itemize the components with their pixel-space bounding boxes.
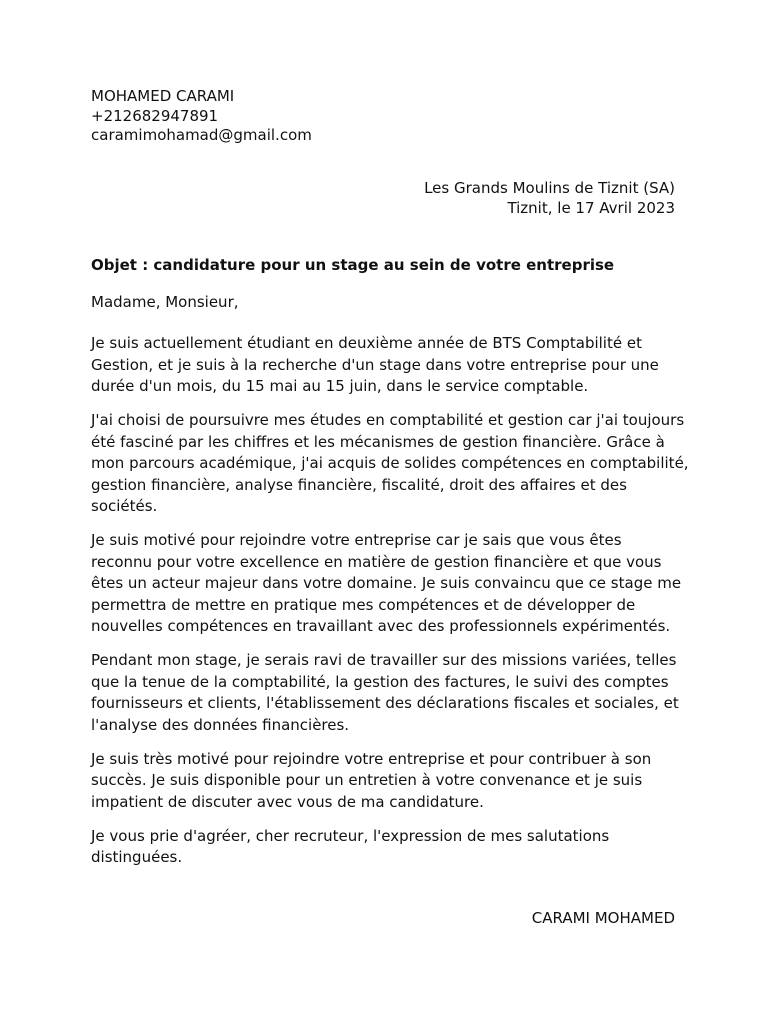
recipient-company: Les Grands Moulins de Tiznit (SA) xyxy=(424,179,675,197)
signature: CARAMI MOHAMED xyxy=(531,909,675,927)
paragraph-line: Je suis motivé pour rejoindre votre entreprise car je sais que vous êtes xyxy=(91,531,622,549)
paragraph-line: sociétés. xyxy=(91,497,158,515)
sender-email: caramimohamad@gmail.com xyxy=(91,126,312,144)
body-paragraph xyxy=(91,333,691,398)
paragraph-line: êtes un acteur majeur dans votre domaine. Je suis convaincu que ce stage me xyxy=(91,574,682,592)
paragraph-line: durée d'un mois, du 15 mai au 15 juin, dans le service comptable. xyxy=(91,377,589,395)
paragraph-line: reconnu pour votre excellence en matière de gestion financière et que vous xyxy=(91,552,662,571)
body-paragraph xyxy=(91,410,691,518)
body-paragraph xyxy=(91,530,691,638)
paragraph-line: Gestion, et je suis à la recherche d'un stage dans votre entreprise pour une xyxy=(91,355,659,374)
paragraph-line: que la tenue de la comptabilité, la gestion des factures, le suivi des comptes xyxy=(91,672,669,691)
body-paragraph xyxy=(91,749,691,814)
paragraph-line: Je suis actuellement étudiant en deuxième année de BTS Comptabilité et xyxy=(91,334,642,352)
paragraph-line: distinguées. xyxy=(91,848,183,866)
paragraph-line: succès. Je suis disponible pour un entretien à votre convenance et je suis xyxy=(91,771,643,789)
place-date: Tiznit, le 17 Avril 2023 xyxy=(507,198,675,217)
recipient-block xyxy=(424,179,675,218)
paragraph-line: Je suis très motivé pour rejoindre votre entreprise et pour contribuer à son xyxy=(91,749,652,768)
paragraph-line: fournisseurs et clients, l'établissement des déclarations fiscales et sociales, et xyxy=(91,694,679,712)
letter-subject: Objet : candidature pour un stage au sein de votre entreprise xyxy=(91,256,615,274)
paragraph-line: Je vous prie d'agréer, cher recruteur, l'expression de mes salutations xyxy=(91,826,610,845)
sender-block xyxy=(91,87,312,146)
paragraph-line: mon parcours académique, j'ai acquis de solides compétences en comptabilité, xyxy=(91,454,689,472)
body-paragraph xyxy=(91,826,691,869)
paragraph-line: Pendant mon stage, je serais ravi de travailler sur des missions variées, telles xyxy=(91,651,677,669)
salutation: Madame, Monsieur, xyxy=(91,293,239,311)
sender-phone: +212682947891 xyxy=(91,106,219,125)
paragraph-line: été fasciné par les chiffres et les mécanismes de gestion financière. Grâce à xyxy=(91,432,665,451)
paragraph-line: J'ai choisi de poursuivre mes études en comptabilité et gestion car j'ai toujours xyxy=(91,411,685,429)
paragraph-line: gestion financière, analyse financière, fiscalité, droit des affaires et des xyxy=(91,475,627,494)
paragraph-line: impatient de discuter avec vous de ma candidature. xyxy=(91,792,484,811)
paragraph-line: l'analyse des données financières. xyxy=(91,715,350,734)
letter-body xyxy=(91,333,691,881)
paragraph-line: nouvelles compétences en travaillant avec des professionnels expérimentés. xyxy=(91,617,671,635)
body-paragraph xyxy=(91,650,691,736)
paragraph-line: permettra de mettre en pratique mes compétences et de développer de xyxy=(91,595,636,614)
sender-name: MOHAMED CARAMI xyxy=(91,87,235,105)
